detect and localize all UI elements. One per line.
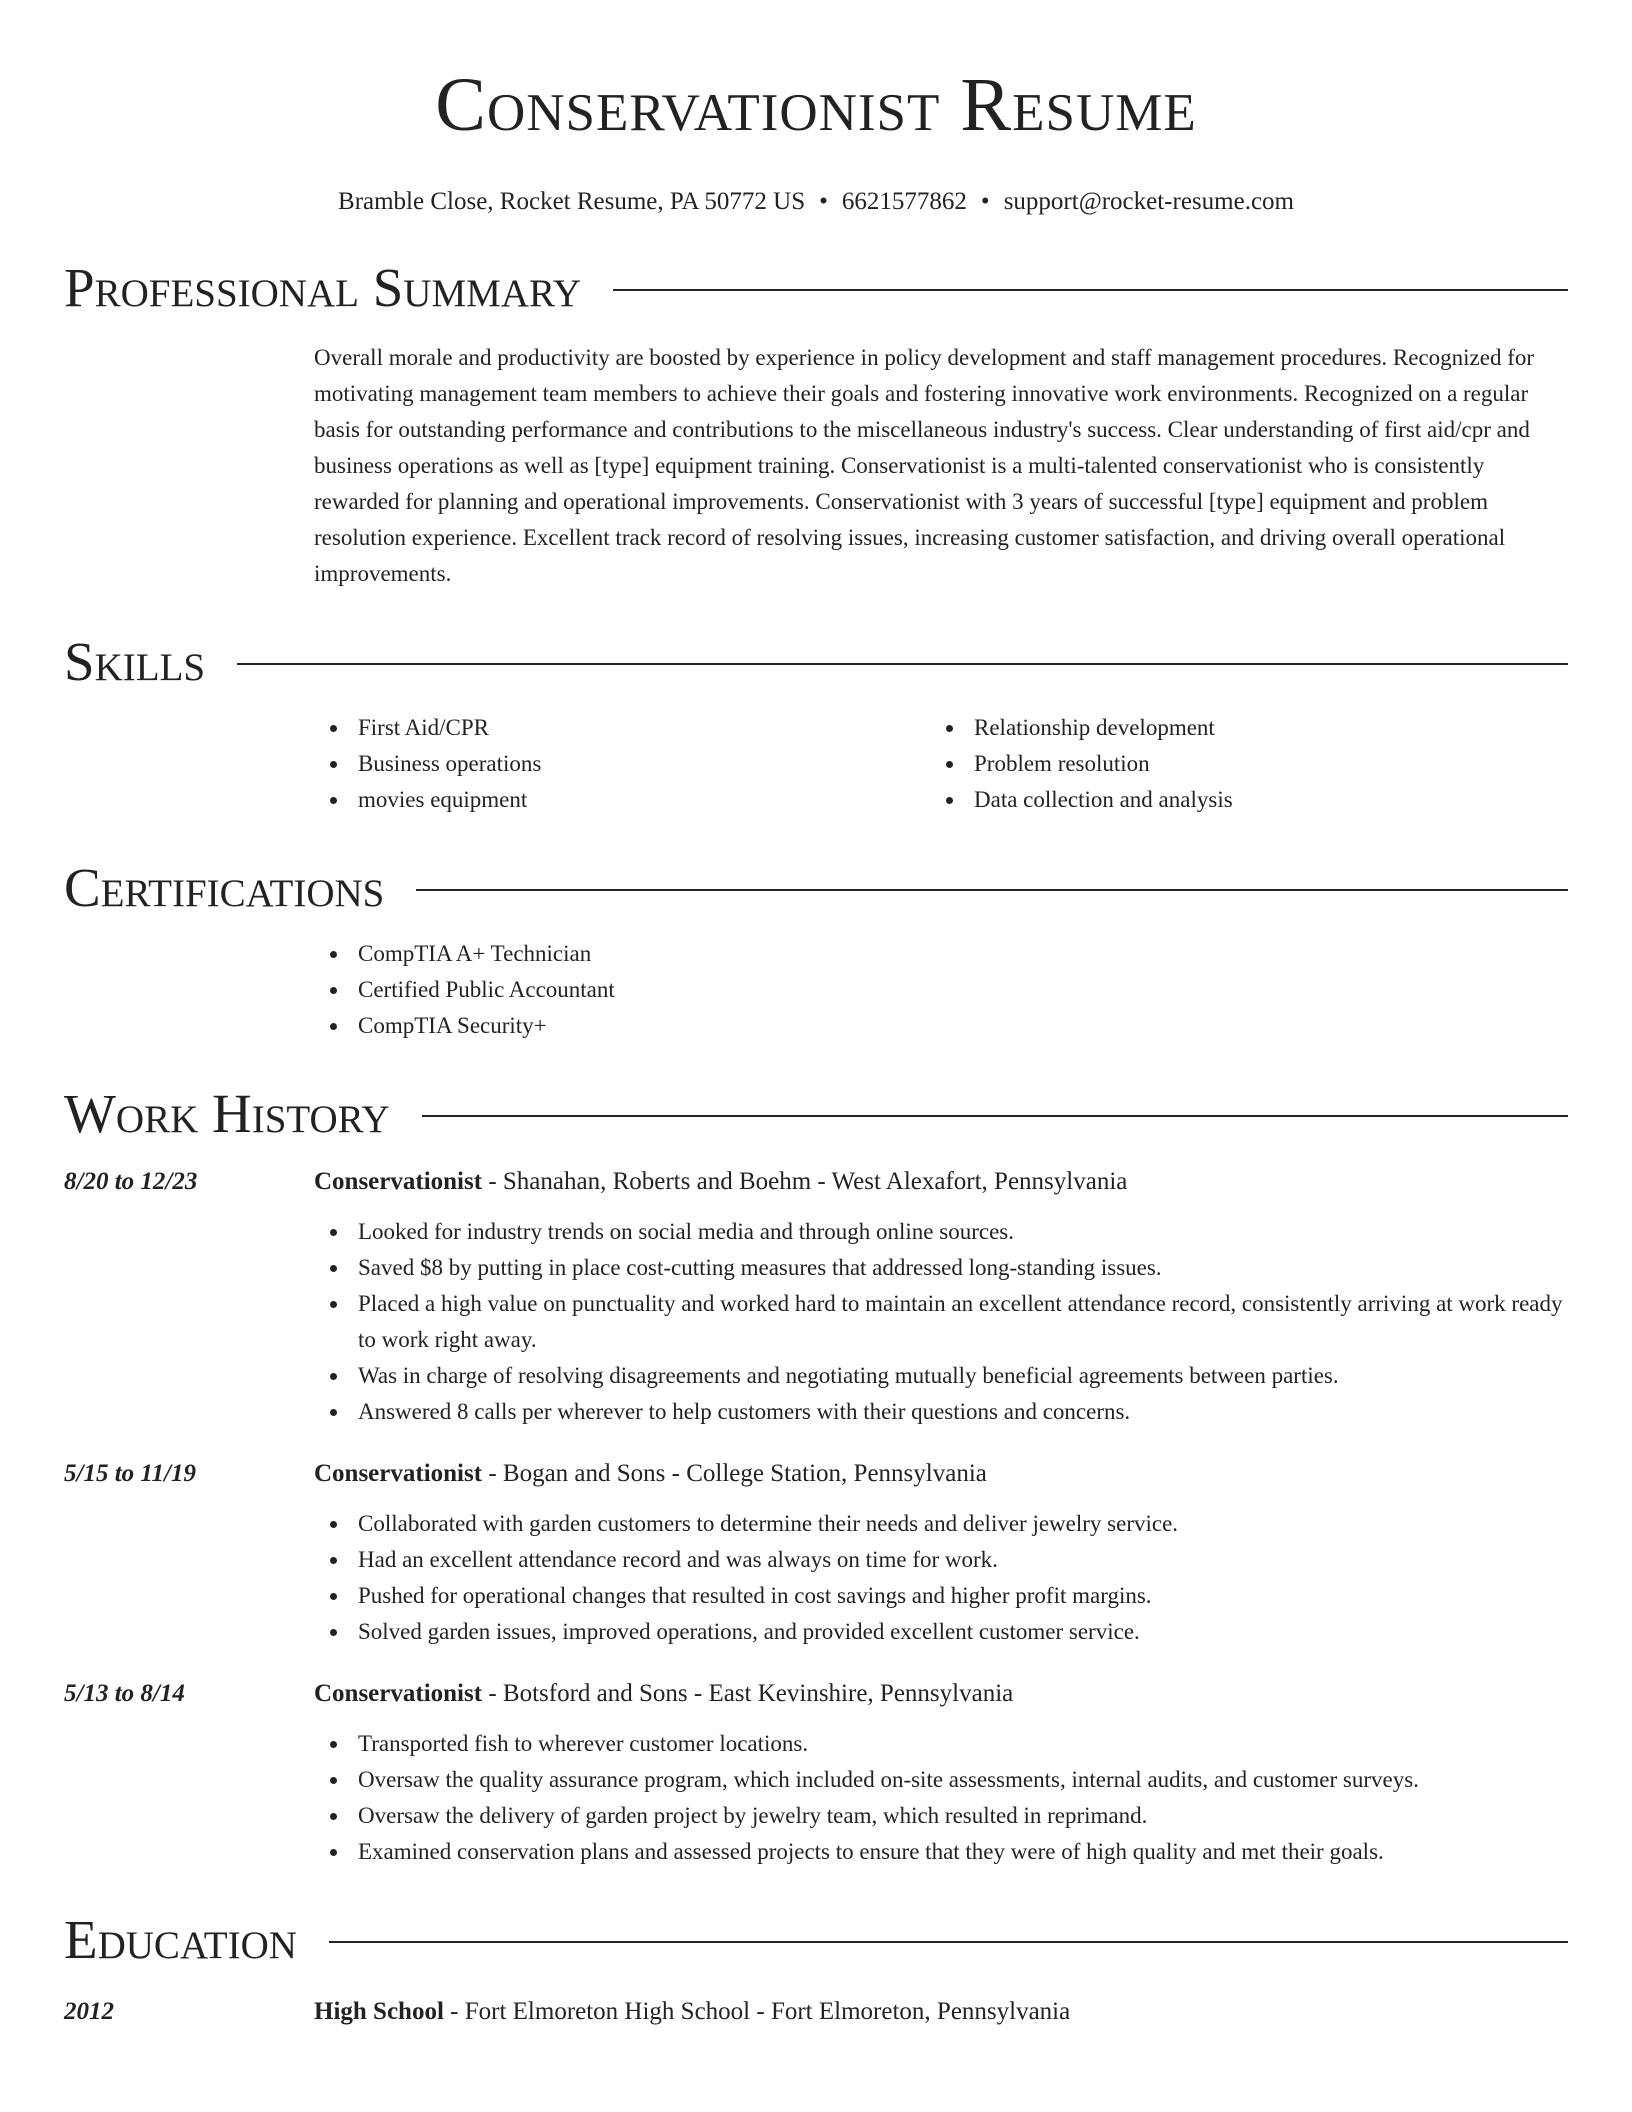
section-title-summary: Professional Summary	[64, 257, 582, 318]
job-bullet: Collaborated with garden customers to determine their needs and deliver jewelry service.	[314, 1506, 1568, 1542]
section-divider	[613, 289, 1568, 291]
section-header-certifications	[64, 856, 1568, 920]
job-bullet: Had an excellent attendance record and was always on time for work.	[314, 1542, 1568, 1578]
section-title-work-history: Work History	[64, 1083, 390, 1144]
job-title: Conservationist	[314, 1168, 483, 1195]
job-entry	[64, 1456, 1568, 1650]
job-dates: 8/20 to 12/23	[64, 1168, 198, 1195]
section-title-certifications: Certifications	[64, 857, 385, 918]
job-bullet: Saved $8 by putting in place cost-cutting measures that addressed long-standing issues.	[314, 1250, 1568, 1286]
skill-item: Relationship development	[930, 710, 1546, 746]
contact-separator: •	[819, 188, 828, 215]
skills-list	[314, 710, 1568, 818]
section-header-summary	[64, 256, 1568, 320]
section-divider	[422, 1115, 1568, 1117]
section-title-education: Education	[64, 1909, 297, 1970]
job-employer: - Bogan and Sons - College Station, Pennsylvania	[482, 1460, 987, 1487]
job-title: Conservationist	[314, 1460, 483, 1487]
certifications-list	[314, 936, 1568, 1044]
job-bullet: Transported fish to wherever customer locations.	[314, 1726, 1568, 1762]
job-dates: 5/13 to 8/14	[64, 1680, 185, 1707]
skill-item: First Aid/CPR	[314, 710, 930, 746]
summary-text: Overall morale and productivity are boosted by experience in policy development and staff management procedures. Recognized for motivating management team members to achieve their goals and fostering innovative work environments. Recognized on a regular basis for outstanding performance and contributions to the miscellaneous industry's success. Clear understanding of first aid/cpr and business operations as well as [type] equipment training. Conservationist is a multi-talented conservationist who is consistently rewarded for planning and operational improvements. Conservationist with 3 years of successful [type] equipment and problem resolution experience. Excellent track record of resolving issues, increasing customer satisfaction, and driving overall operational improvements.	[314, 345, 1535, 586]
job-content	[314, 1676, 1568, 1870]
skills-column-left	[314, 710, 930, 818]
contact-separator: •	[980, 188, 990, 215]
job-bullet: Looked for industry trends on social media and through online sources.	[314, 1214, 1568, 1250]
job-heading	[314, 1164, 1568, 1200]
job-heading	[314, 1676, 1568, 1712]
job-heading	[314, 1456, 1568, 1492]
job-title: Conservationist	[314, 1680, 483, 1707]
job-bullet: Was in charge of resolving disagreements and negotiating mutually beneficial agreements between parties.	[314, 1358, 1568, 1394]
job-dates: 5/15 to 11/19	[64, 1460, 196, 1487]
job-employer: - Botsford and Sons - East Kevinshire, Pennsylvania	[482, 1680, 1014, 1707]
education-entry	[64, 1994, 1568, 2030]
job-bullet: Placed a high value on punctuality and worked hard to maintain an excellent attendance record, consistently arriving at work ready to work right away.	[314, 1286, 1568, 1358]
section-title-skills: Skills	[64, 631, 206, 692]
section-header-skills	[64, 630, 1568, 694]
section-divider	[329, 1941, 1568, 1943]
job-bullet: Solved garden issues, improved operations, and provided excellent customer service.	[314, 1614, 1568, 1650]
skill-item: Data collection and analysis	[930, 782, 1546, 818]
contact-phone: 6621577862	[841, 188, 967, 215]
page-title: Conservationist Resume	[435, 63, 1197, 147]
job-content	[314, 1456, 1568, 1650]
section-divider	[416, 889, 1568, 891]
job-entry	[64, 1676, 1568, 1870]
contact-address: Bramble Close, Rocket Resume, PA 50772 US	[338, 188, 806, 215]
certification-item: CompTIA Security+	[314, 1008, 1568, 1044]
education-degree: High School	[314, 1998, 444, 2025]
job-bullets	[314, 1214, 1568, 1430]
job-employer: - Shanahan, Roberts and Boehm - West Alexafort, Pennsylvania	[482, 1168, 1128, 1195]
job-content	[314, 1164, 1568, 1430]
certification-item: Certified Public Accountant	[314, 972, 1568, 1008]
section-divider	[237, 663, 1568, 665]
skills-column-right	[930, 710, 1546, 818]
skill-item: movies equipment	[314, 782, 930, 818]
skill-item: Problem resolution	[930, 746, 1546, 782]
job-entry	[64, 1164, 1568, 1430]
skill-item: Business operations	[314, 746, 930, 782]
job-bullet: Oversaw the delivery of garden project by jewelry team, which resulted in reprimand.	[314, 1798, 1568, 1834]
job-bullet: Answered 8 calls per wherever to help customers with their questions and concerns.	[314, 1394, 1568, 1430]
section-header-education	[64, 1908, 1568, 1972]
certification-item: CompTIA A+ Technician	[314, 936, 1568, 972]
contact-email: support@rocket-resume.com	[1003, 188, 1294, 215]
job-bullet: Oversaw the quality assurance program, which included on-site assessments, internal audits, and customer surveys.	[314, 1762, 1568, 1798]
education-year: 2012	[64, 1998, 114, 2025]
contact-line	[64, 186, 1568, 218]
education-heading	[314, 1994, 1070, 2030]
job-bullets	[314, 1506, 1568, 1650]
education-school: - Fort Elmoreton High School - Fort Elmoreton, Pennsylvania	[443, 1998, 1071, 2025]
job-bullets	[314, 1726, 1568, 1870]
job-bullet: Examined conservation plans and assessed projects to ensure that they were of high quality and met their goals.	[314, 1834, 1568, 1870]
section-header-work-history	[64, 1082, 1568, 1146]
job-bullet: Pushed for operational changes that resulted in cost savings and higher profit margins.	[314, 1578, 1568, 1614]
